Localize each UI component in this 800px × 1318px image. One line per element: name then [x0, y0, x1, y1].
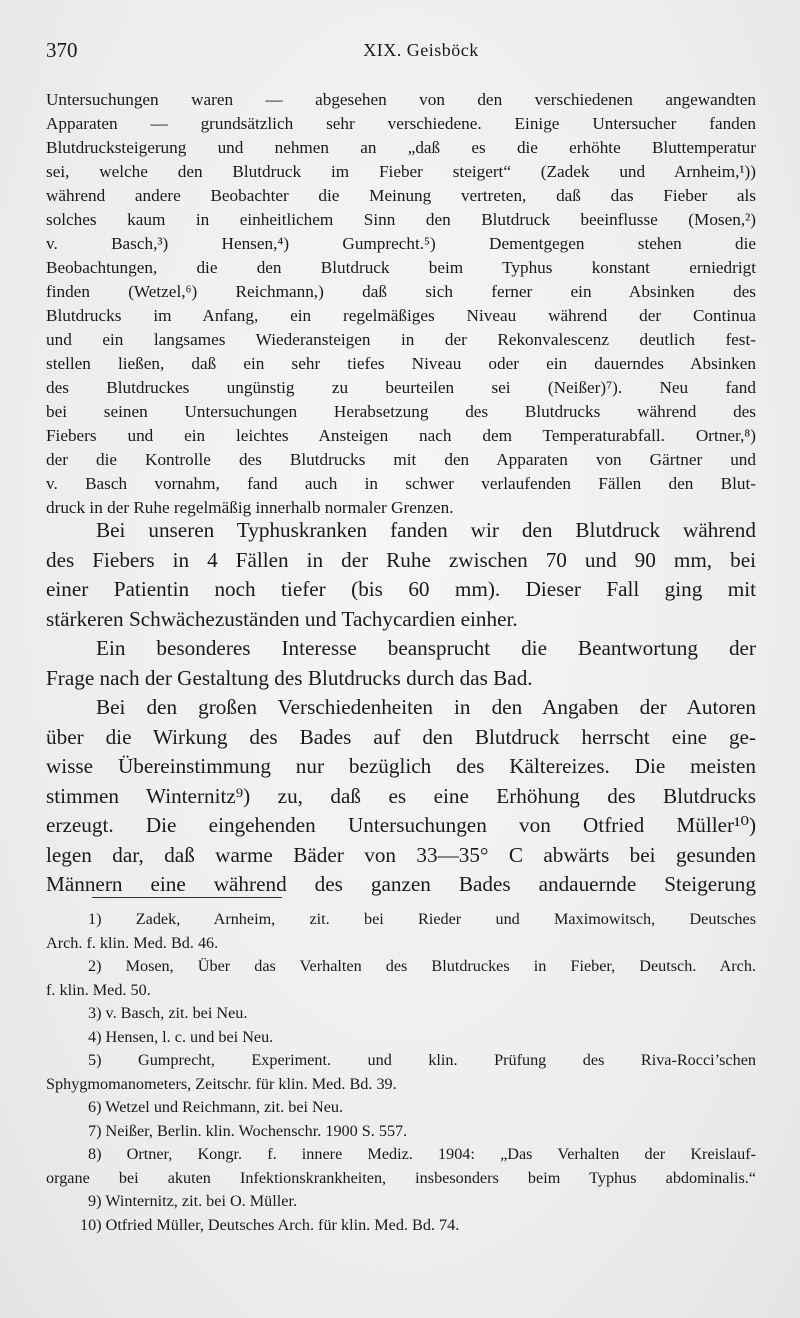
footnote-3: 3) v. Basch, zit. bei Neu. — [88, 1004, 248, 1022]
text-line: v. Basch vornahm, fand auch in schwer verlaufenden Fällen den Blut- — [46, 474, 756, 493]
text-line: finden (Wetzel,⁶) Reichmann,) daß sich ferner ein Absinken des — [46, 282, 756, 301]
footnote-7: 7) Neißer, Berlin. klin. Wochenschr. 1900 S. 557. — [88, 1121, 408, 1140]
footnote-6: 6) Wetzel und Reichmann, zit. bei Neu. — [88, 1098, 344, 1116]
text-line: einer Patientin noch tiefer (bis 60 mm). Dieser Fall ging mit — [46, 577, 756, 601]
page-number: 370 — [46, 38, 78, 62]
text-line: während andere Beobachter die Meinung vertreten, daß das Fieber als — [46, 186, 756, 205]
text-line: stellen ließen, daß ein sehr tiefes Niveau oder ein dauerndes Absinken — [46, 354, 756, 373]
text-line: erzeugt. Die eingehenden Untersuchungen von Otfried Müller¹⁰) — [46, 813, 756, 837]
footnote-10: 10) Otfried Müller, Deutsches Arch. für klin. Med. Bd. 74. — [80, 1215, 460, 1234]
paragraph-own-findings — [46, 516, 756, 634]
text-line: Untersuchungen waren — abgesehen von den verschiedenen angewandten — [46, 90, 756, 109]
page-header — [46, 38, 756, 68]
text-line: und ein langsames Wiederansteigen in der Rekonvalescenz deutlich fest- — [46, 330, 756, 349]
text-line: des Fiebers in 4 Fällen in der Ruhe zwischen 70 und 90 mm, bei — [46, 547, 756, 572]
footnote-5-continued: Sphygmomanometers, Zeitschr. für klin. Med. Bd. 39. — [46, 1074, 397, 1093]
text-line: Blutdrucks im Anfang, ein regelmäßiges Niveau während der Continua — [46, 306, 756, 325]
footnote-separator — [92, 897, 282, 898]
text-line: v. Basch,³) Hensen,⁴) Gumprecht.⁵) Dementgegen stehen die — [46, 234, 756, 253]
footnote-9: 9) Winternitz, zit. bei O. Müller. — [88, 1192, 297, 1210]
text-line: Fiebers und ein leichtes Ansteigen nach dem Temperaturabfall. Ortner,⁸) — [46, 426, 756, 445]
main-body — [46, 516, 756, 900]
text-line: Frage nach der Gestaltung des Blutdrucks durch das Bad. — [46, 665, 533, 690]
text-line: Männern eine während des ganzen Bades andauernde Steigerung — [46, 872, 756, 896]
text-line: solches kaum in einheitlichem Sinn den Blutdruck beeinflusse (Mosen,²) — [46, 210, 756, 229]
footnotes — [46, 908, 756, 1237]
footnote-2: 2) Mosen, Über das Verhalten des Blutdruckes in Fieber, Deutsch. Arch. — [88, 957, 756, 975]
text-line: Beobachtungen, die den Blutdruck beim Typhus konstant erniedrigt — [46, 258, 756, 277]
text-line: legen dar, daß warme Bäder von 33—35° C abwärts bei gesunden — [46, 842, 756, 867]
footnote-8-continued: organe bei akuten Infektionskrankheiten, insbesonders beim Typhus abdominalis.“ — [46, 1168, 756, 1187]
text-line: der die Kontrolle des Blutdrucks mit den Apparaten von Gärtner und — [46, 450, 756, 469]
running-head: XIX. Geisböck — [363, 40, 479, 60]
footnote-1: 1) Zadek, Arnheim, zit. bei Rieder und Maximowitsch, Deutsches — [88, 910, 756, 928]
paragraph-bath-effects — [46, 693, 756, 900]
text-line: druck in der Ruhe regelmäßig innerhalb normaler Grenzen. — [46, 498, 454, 517]
footnote-4: 4) Hensen, l. c. und bei Neu. — [88, 1027, 274, 1046]
text-line: des Blutdruckes ungünstig zu beurteilen sei (Neißer)⁷). Neu fand — [46, 378, 756, 397]
text-line: stimmen Winternitz⁹) zu, daß es eine Erhöhung des Blutdrucks — [46, 783, 756, 808]
footnote-5: 5) Gumprecht, Experiment. und klin. Prüfung des Riva-Rocci’schen — [88, 1051, 756, 1069]
footnote-8: 8) Ortner, Kongr. f. innere Mediz. 1904: „Das Verhalten der Kreislauf- — [88, 1145, 756, 1163]
text-line: über die Wirkung des Bades auf den Blutdruck herrscht eine ge- — [46, 724, 756, 749]
text-line: sei, welche den Blutdruck im Fieber steigert“ (Zadek und Arnheim,¹)) — [46, 162, 756, 181]
paragraph-literature-review — [46, 88, 756, 520]
footnote-2-continued: f. klin. Med. 50. — [46, 980, 151, 999]
footnote-1-continued: Arch. f. klin. Med. Bd. 46. — [46, 933, 219, 952]
text-line: Ein besonderes Interesse beansprucht die Beantwortung der — [96, 636, 756, 660]
text-line: Bei unseren Typhuskranken fanden wir den Blutdruck während — [96, 518, 756, 542]
text-line: Apparaten — grundsätzlich sehr verschiedene. Einige Untersucher fanden — [46, 114, 756, 133]
text-line: wisse Übereinstimmung nur bezüglich des Kältereizes. Die meisten — [46, 754, 756, 778]
paragraph-bath-question — [46, 634, 756, 693]
text-line: Bei den großen Verschiedenheiten in den Angaben der Autoren — [96, 695, 756, 719]
text-line: stärkeren Schwächezuständen und Tachycardien einher. — [46, 606, 518, 631]
text-line: bei seinen Untersuchungen Herabsetzung des Blutdrucks während des — [46, 402, 756, 421]
text-line: Blutdrucksteigerung und nehmen an „daß es die erhöhte Bluttemperatur — [46, 138, 756, 157]
